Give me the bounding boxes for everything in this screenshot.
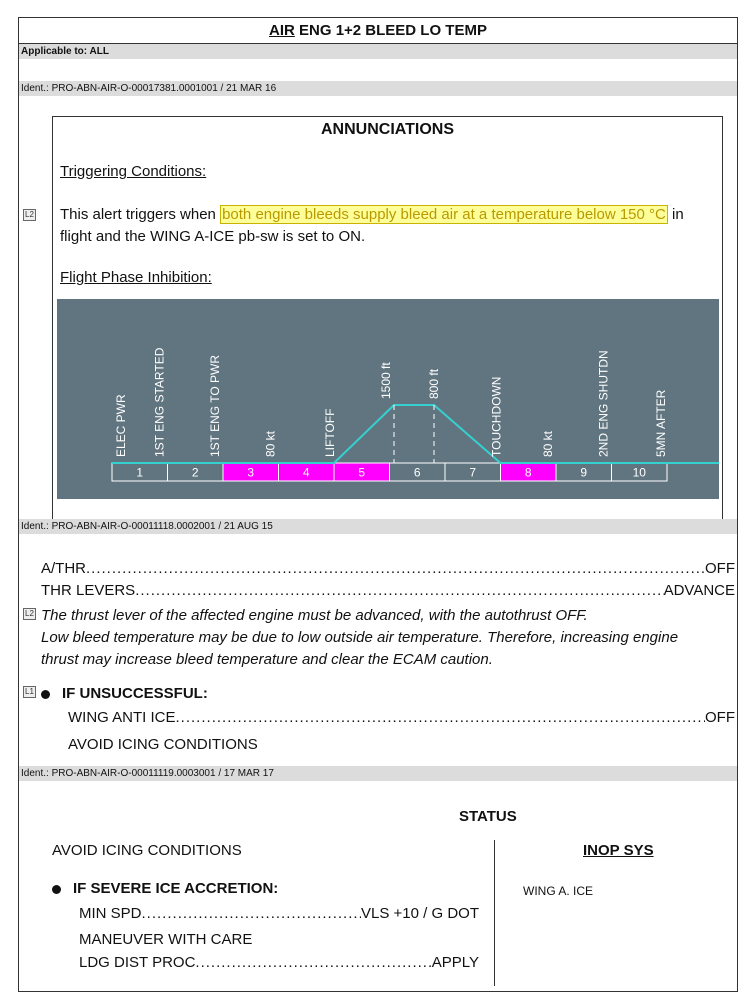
if-severe: [52, 880, 278, 897]
phase-label-3: 80 kt: [263, 430, 278, 457]
ident-bar-1: Ident.: PRO-ABN-AIR-O-00017381.0001001 / 21 MAR 16: [19, 81, 737, 96]
inop-item: WING A. ICE: [523, 884, 594, 898]
annunciations-title: ANNUNCIATIONS: [320, 121, 455, 138]
thr-label: THR LEVERS: [41, 582, 136, 599]
phase-label-2: 1ST ENG TO PWR: [208, 354, 222, 457]
min-spd-value: VLS +10 / G DOT: [361, 905, 479, 922]
phase-number-9: 9: [580, 465, 588, 480]
flight-phase-diagram: [57, 299, 719, 499]
phase-label-8: 80 kt: [541, 430, 555, 457]
status-divider: [494, 840, 495, 986]
trigger-text-start: This alert triggers when: [60, 206, 221, 223]
bullet-icon: [41, 690, 50, 699]
phase-number-6: 6: [413, 465, 421, 480]
ident-bar-3: Ident.: PRO-ABN-AIR-O-00011119.0003001 / 17 MAR 17: [19, 766, 737, 781]
triggering-heading: Triggering Conditions:: [60, 163, 207, 180]
maneuver-with-care: MANEUVER WITH CARE: [79, 931, 253, 948]
trigger-text: [60, 204, 715, 248]
phase-label-6: 800 ft: [427, 368, 441, 399]
dots: [135, 582, 663, 599]
phase-label-10: 5MN AFTER: [654, 389, 668, 457]
min-spd-line: [79, 905, 479, 922]
thr-levers-line: [41, 582, 735, 599]
level-tag-l2-note: L2: [25, 609, 34, 618]
page-title: [19, 18, 737, 44]
title-ata: AIR: [269, 22, 295, 39]
phase-number-4: 4: [302, 465, 310, 480]
thrust-note: [41, 605, 731, 671]
athr-value: OFF: [705, 560, 735, 577]
min-spd-label: MIN SPD: [79, 905, 142, 922]
phase-number-3: 3: [247, 465, 255, 480]
phase-number-2: 2: [191, 465, 199, 480]
trigger-text-end: in flight and the WING A-ICE pb-sw is set to ON.: [60, 206, 684, 245]
procedure-page: [18, 17, 738, 992]
phase-label-7: TOUCHDOWN: [489, 376, 504, 457]
phase-number-8: 8: [524, 465, 532, 480]
ldg-dist-line: [79, 954, 479, 971]
phase-label-0: ELEC PWR: [114, 394, 128, 457]
applicable-bar: Applicable to: ALL: [19, 44, 737, 59]
dots: [86, 560, 705, 577]
note-line-1: The thrust lever of the affected engine must be advanced, with the autothrust OFF.: [41, 607, 588, 624]
annunciations-box: [52, 116, 723, 530]
note-line-3: thrust may increase bleed temperature and clear the ECAM caution.: [41, 651, 493, 668]
phase-label-5: 1500 ft: [379, 362, 393, 399]
status-title: STATUS: [459, 808, 517, 825]
trigger-highlight: both engine bleeds supply bleed air at a temperature below 150 °C: [222, 206, 666, 223]
phase-number-5: 5: [358, 465, 366, 480]
phase-label-9: 2ND ENG SHUTDN: [596, 350, 611, 457]
flight-profile-line: [112, 405, 719, 463]
status-avoid: AVOID ICING CONDITIONS: [52, 842, 242, 859]
phase-number-10: 10: [632, 465, 646, 480]
dots: [195, 954, 431, 971]
thr-value: ADVANCE: [663, 582, 735, 599]
bullet-icon: [52, 885, 61, 894]
if-severe-text: IF SEVERE ICE ACCRETION:: [73, 880, 279, 897]
if-unsuccessful: [41, 685, 208, 702]
inhibition-heading: Flight Phase Inhibition:: [60, 269, 212, 286]
level-tag-l2: L2: [25, 210, 34, 219]
title-text: ENG 1+2 BLEED LO TEMP: [299, 22, 487, 39]
athr-label: A/THR: [41, 560, 86, 577]
inop-sys-title: INOP SYS: [583, 842, 654, 859]
phase-number-1: 1: [136, 465, 144, 480]
phase-label-4: LIFTOFF: [323, 408, 337, 457]
level-tag-l1: L1: [25, 687, 34, 696]
avoid-icing: AVOID ICING CONDITIONS: [68, 736, 258, 753]
wing-value: OFF: [705, 709, 735, 726]
ldg-label: LDG DIST PROC: [79, 954, 196, 971]
wing-label: WING ANTI ICE: [68, 709, 176, 726]
flight-phase-svg: [57, 299, 719, 499]
wing-anti-ice-line: [68, 709, 735, 726]
dots: [176, 709, 705, 726]
note-line-2: Low bleed temperature may be due to low outside air temperature. Therefore, increasing engine: [41, 629, 679, 646]
phase-label-1: 1ST ENG STARTED: [152, 347, 167, 457]
if-unsuccessful-text: IF UNSUCCESSFUL:: [62, 685, 208, 702]
athr-line: [41, 560, 735, 577]
ldg-value: APPLY: [431, 954, 479, 971]
phase-number-7: 7: [469, 465, 477, 480]
ident-bar-2: Ident.: PRO-ABN-AIR-O-00011118.0002001 / 21 AUG 15: [19, 519, 737, 534]
dots: [142, 905, 362, 922]
